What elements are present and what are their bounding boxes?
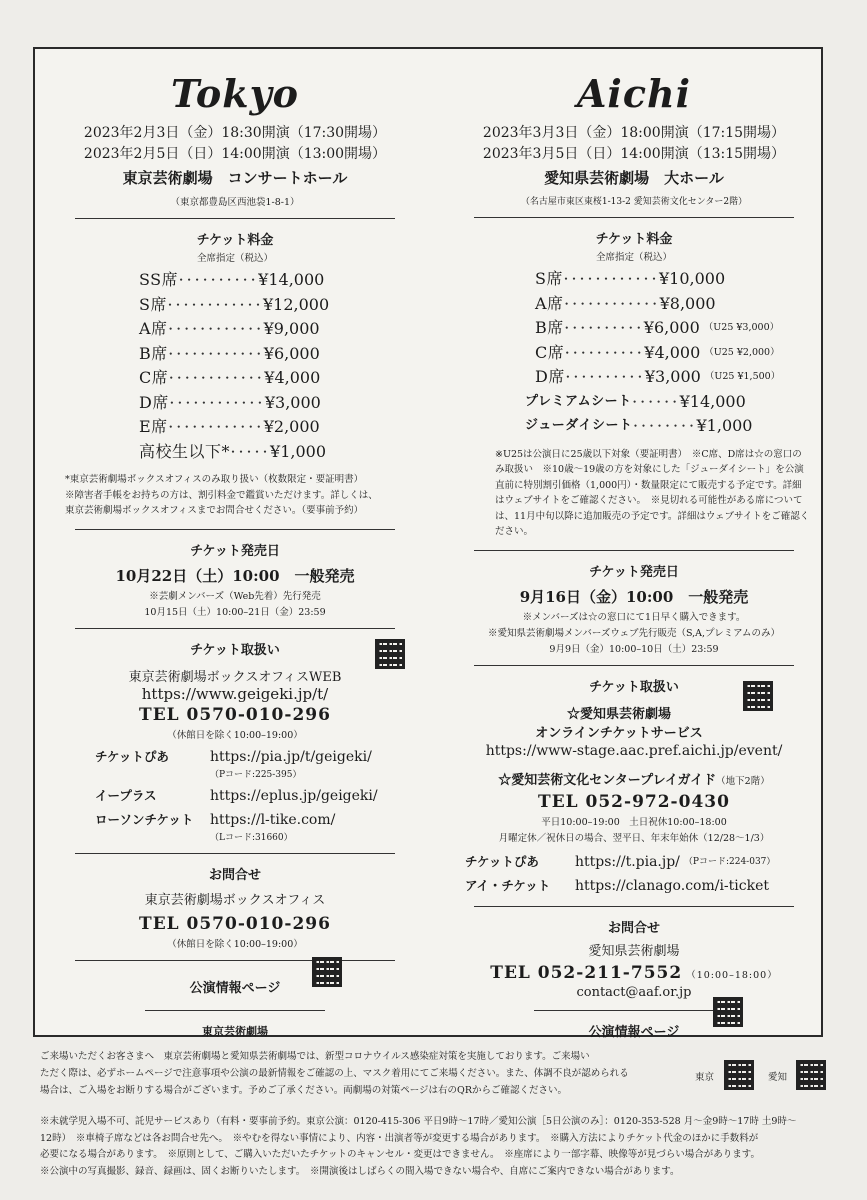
aichi-notes: ※U25は公演日に25歳以下対象（要証明書） ※C席、D席は☆の窓口のみ取扱い ※10歳～19歳の方を対象にした「ジューダイシート」を公演直前に特別割引価格（1,000円）・数量限定にて販売する予定です。詳細はウェブサイトをご確認ください。 ※見切れる可能性がある席については、11月中旬以降に追加販売の予定です。詳細はウェブサイトをご確認ください。	[495, 448, 810, 537]
tokyo-venue: 東京芸術劇場 コンサートホール	[122, 169, 348, 187]
divider	[534, 1010, 734, 1011]
divider	[474, 217, 794, 218]
aichi-sale-date: 9月16日（金）10:00 一般発売	[519, 587, 749, 606]
outlet-row: チケットぴあ https://t.pia.jp/ （Pコード:224-037）	[465, 853, 776, 870]
tokyo-outlet-list: チケットぴあ https://pia.jp/t/geigeki/ （Pコード:225-395） イープラス https://eplus.jp/geigeki/ ローソンチケット https://l-tike.com/ （Lコード:31660）	[95, 747, 425, 843]
footer-tokyo-qr-icon[interactable]	[724, 1060, 754, 1090]
divider	[75, 529, 395, 530]
tokyo-box-hours: （休館日を除く10:00–19:00）	[167, 729, 303, 741]
tokyo-date-2: 2023年2月5日（日）14:00開演（13:00開場）	[83, 146, 387, 162]
price-row: B席 ････････････ ¥6,000	[139, 343, 320, 363]
divider	[75, 218, 395, 219]
price-row: S席 ････････････ ¥10,000	[535, 269, 726, 288]
outlet-row: ローソンチケット https://l-tike.com/	[95, 811, 336, 828]
tokyo-notes: *東京芸術劇場ボックスオフィスのみ取り扱い（枚数限定・要証明書） ※障害者手帳をお持ちの方は、割引料金で鑑賞いただけます。詳しくは、 東京芸術劇場ボックスオフィスまでお問合せください。（要事前予約）	[65, 474, 378, 516]
aichi-contact-mail[interactable]: contact@aaf.or.jp	[576, 984, 692, 1000]
aichi-online-url[interactable]: https://www-stage.aac.pref.aichi.jp/event/	[485, 742, 783, 759]
divider	[75, 960, 395, 961]
tokyo-address: （東京都豊島区西池袋1-8-1）	[170, 197, 300, 208]
tokyo-sale-title: チケット発売日	[190, 543, 280, 559]
price-row: A席 ････････････ ¥8,000	[535, 293, 716, 313]
qr-aichi-label: 愛知	[768, 1072, 788, 1083]
price-row: E席 ････････････ ¥2,000	[139, 417, 320, 436]
tokyo-column	[35, 49, 435, 1039]
tokyo-logo: 東京芸術劇場	[202, 1024, 268, 1038]
outlet-row: チケットぴあ https://pia.jp/t/geigeki/	[95, 748, 372, 765]
price-row: S席 ････････････ ¥12,000	[139, 294, 330, 314]
aichi-price-list	[535, 267, 823, 390]
main-frame	[33, 47, 823, 1040]
aichi-venue: 愛知県芸術劇場 大ホール	[544, 169, 724, 187]
divider	[75, 628, 395, 629]
price-row: A席 ････････････ ¥9,000	[139, 319, 320, 338]
aichi-contact-title: お問合せ	[607, 920, 660, 936]
aichi-address: （名古屋市東区東桜1-13-2 愛知芸術文化センター2階）	[520, 197, 748, 207]
price-row: 高校生以下* ･････ ¥1,000	[139, 441, 327, 461]
price-row: D席 ･･････････ ¥3,000 （U25 ¥1,500）	[535, 367, 781, 386]
tokyo-city-title: Tokyo	[170, 71, 300, 116]
aichi-online-qr-icon[interactable]	[743, 681, 773, 711]
aichi-info-qr-icon[interactable]	[713, 997, 743, 1027]
price-row: C席 ･･････････ ¥4,000 （U25 ¥2,000）	[535, 342, 780, 362]
tokyo-contact-tel: TEL 0570-010-296	[139, 913, 331, 934]
tokyo-outlet-qr-icon[interactable]	[375, 639, 405, 669]
aichi-sale-sub3: 9月9日（金）10:00–10日（土）23:59	[549, 643, 719, 655]
tokyo-info-qr-icon[interactable]	[312, 957, 342, 987]
aichi-sale-title: チケット発売日	[589, 564, 679, 580]
aichi-info-page: 公演情報ページ	[588, 1024, 680, 1040]
aichi-guide-hours1: 平日10:00–19:00 土日祝休10:00–18:00	[541, 816, 727, 828]
tokyo-ticket-sub: 全席指定（税込）	[196, 253, 273, 264]
footer-disclaimers: ※未就学児入場不可、託児サービスあり（有料・要事前予約。東京公演：0120-415-306 平日9時～17時／愛知公演［5日公演のみ］：0120-353-528 月～金9時～17時 土9時～ 12時） ※車椅子席などは各お問合せ先へ。 ※やむを得ない事情により、内容・出演者等が変更する場合があります。 ※購入方法によりチケット代金のほかに手数料が 必要になる場合があります。 ※原則として、ご購入いただいたチケットのキャンセル・変更はできません。 ※座席により一部字幕、映像等が見づらい場合があります。 ※公演中の写真撮影、録音、録画は、固くお断りいたします。 ※開演後はしばらくの間入場できない場合や、自席にご案内できない場合があります。	[40, 1116, 797, 1177]
aichi-date-1: 2023年3月3日（金）18:00開演（17:15開場）	[482, 125, 786, 141]
aichi-contact-name: 愛知県芸術劇場	[588, 943, 680, 959]
aichi-ticket-title: チケット料金	[595, 232, 673, 247]
price-row: D席 ････････････ ¥3,000	[139, 392, 321, 412]
aichi-guide-hours2: 月曜定休／祝休日の場合、翌平日、年末年始休（12/28～1/3）	[498, 832, 770, 844]
aichi-special-price-list	[525, 390, 823, 439]
footer-aichi-qr-icon[interactable]	[796, 1060, 826, 1090]
price-row: C席 ････････････ ¥4,000	[139, 368, 321, 387]
aichi-column	[445, 49, 823, 1040]
divider	[75, 853, 395, 854]
tokyo-contact-title: お問合せ	[208, 867, 261, 883]
tokyo-date-1: 2023年2月3日（金）18:30開演（17:30開場）	[83, 125, 387, 141]
aichi-online-name: ☆愛知県芸術劇場	[566, 706, 671, 722]
tokyo-box-tel: TEL 0570-010-296	[139, 704, 331, 725]
outlet-row: イープラス https://eplus.jp/geigeki/	[95, 787, 378, 804]
aichi-contact-tel: TEL 052-211-7552 （10:00–18:00）	[490, 962, 778, 983]
qr-tokyo-label: 東京	[695, 1072, 715, 1083]
outlet-row: アイ・チケット https://clanago.com/i-ticket	[465, 877, 769, 894]
aichi-ticket-sub: 全席指定（税込）	[595, 252, 672, 263]
divider	[145, 1010, 325, 1011]
tokyo-box-web: 東京芸術劇場ボックスオフィスWEB	[128, 669, 342, 685]
tokyo-contact-hours: （休館日を除く10:00–19:00）	[167, 938, 303, 950]
price-row: SS席 ･･････････ ¥14,000	[139, 270, 325, 289]
divider	[474, 665, 794, 666]
aichi-sale-sub2: ※愛知県芸術劇場メンバーズウェブ先行販売（S,A,プレミアムのみ）	[487, 627, 780, 639]
price-row: プレミアムシート ･･････ ¥14,000	[525, 391, 746, 411]
aichi-city-title: Aichi	[576, 71, 692, 116]
aichi-outlet-list	[465, 852, 823, 896]
tokyo-contact-name: 東京芸術劇場ボックスオフィス	[144, 892, 326, 908]
tokyo-sale-sub2: 10月15日（土）10:00–21日（金）23:59	[144, 606, 326, 618]
footer-notice: ご来場いただくお客さまへ 東京芸術劇場と愛知県芸術劇場では、新型コロナウイルス感染症対策を実施しております。ご来場い ただく際は、必ずホームページで注意事項や公演の最新情報をご確認の上、マスク着用にてご来場ください。また、体調不良が認められる 場合は、ご入場をお断りする場合がございます。予めご了承ください。両劇場の対策ページは右のQRからご確認ください。 東京 愛知	[40, 1048, 830, 1099]
tokyo-sale-date: 10月22日（土）10:00 一般発売	[115, 566, 355, 585]
aichi-date-2: 2023年3月5日（日）14:00開演（13:15開場）	[482, 146, 786, 162]
tokyo-ticket-title: チケット料金	[196, 233, 274, 248]
aichi-online-service: オンラインチケットサービス	[535, 725, 703, 741]
tokyo-sale-sub1: ※芸劇メンバーズ（Web先着）先行発売	[149, 590, 321, 602]
aichi-guide-tel: TEL 052-972-0430	[538, 791, 730, 812]
price-row: ジューダイシート ････････ ¥1,000	[525, 416, 753, 435]
tokyo-price-list	[139, 268, 435, 464]
tokyo-info-page: 公演情報ページ	[189, 980, 281, 996]
aichi-outlets-title: チケット取扱い	[589, 679, 679, 695]
price-row: B席 ･･････････ ¥6,000 （U25 ¥3,000）	[535, 318, 780, 337]
divider	[474, 550, 794, 551]
tokyo-outlets-title: チケット取扱い	[190, 642, 280, 658]
aichi-sale-sub1: ※メンバーズは☆の窓口にて1日早く購入できます。	[522, 611, 746, 623]
tokyo-box-url[interactable]: https://www.geigeki.jp/t/	[141, 684, 329, 703]
divider	[474, 906, 794, 907]
aichi-guide: ☆愛知芸術文化センタープレイガイド（地下2階）	[498, 772, 770, 788]
